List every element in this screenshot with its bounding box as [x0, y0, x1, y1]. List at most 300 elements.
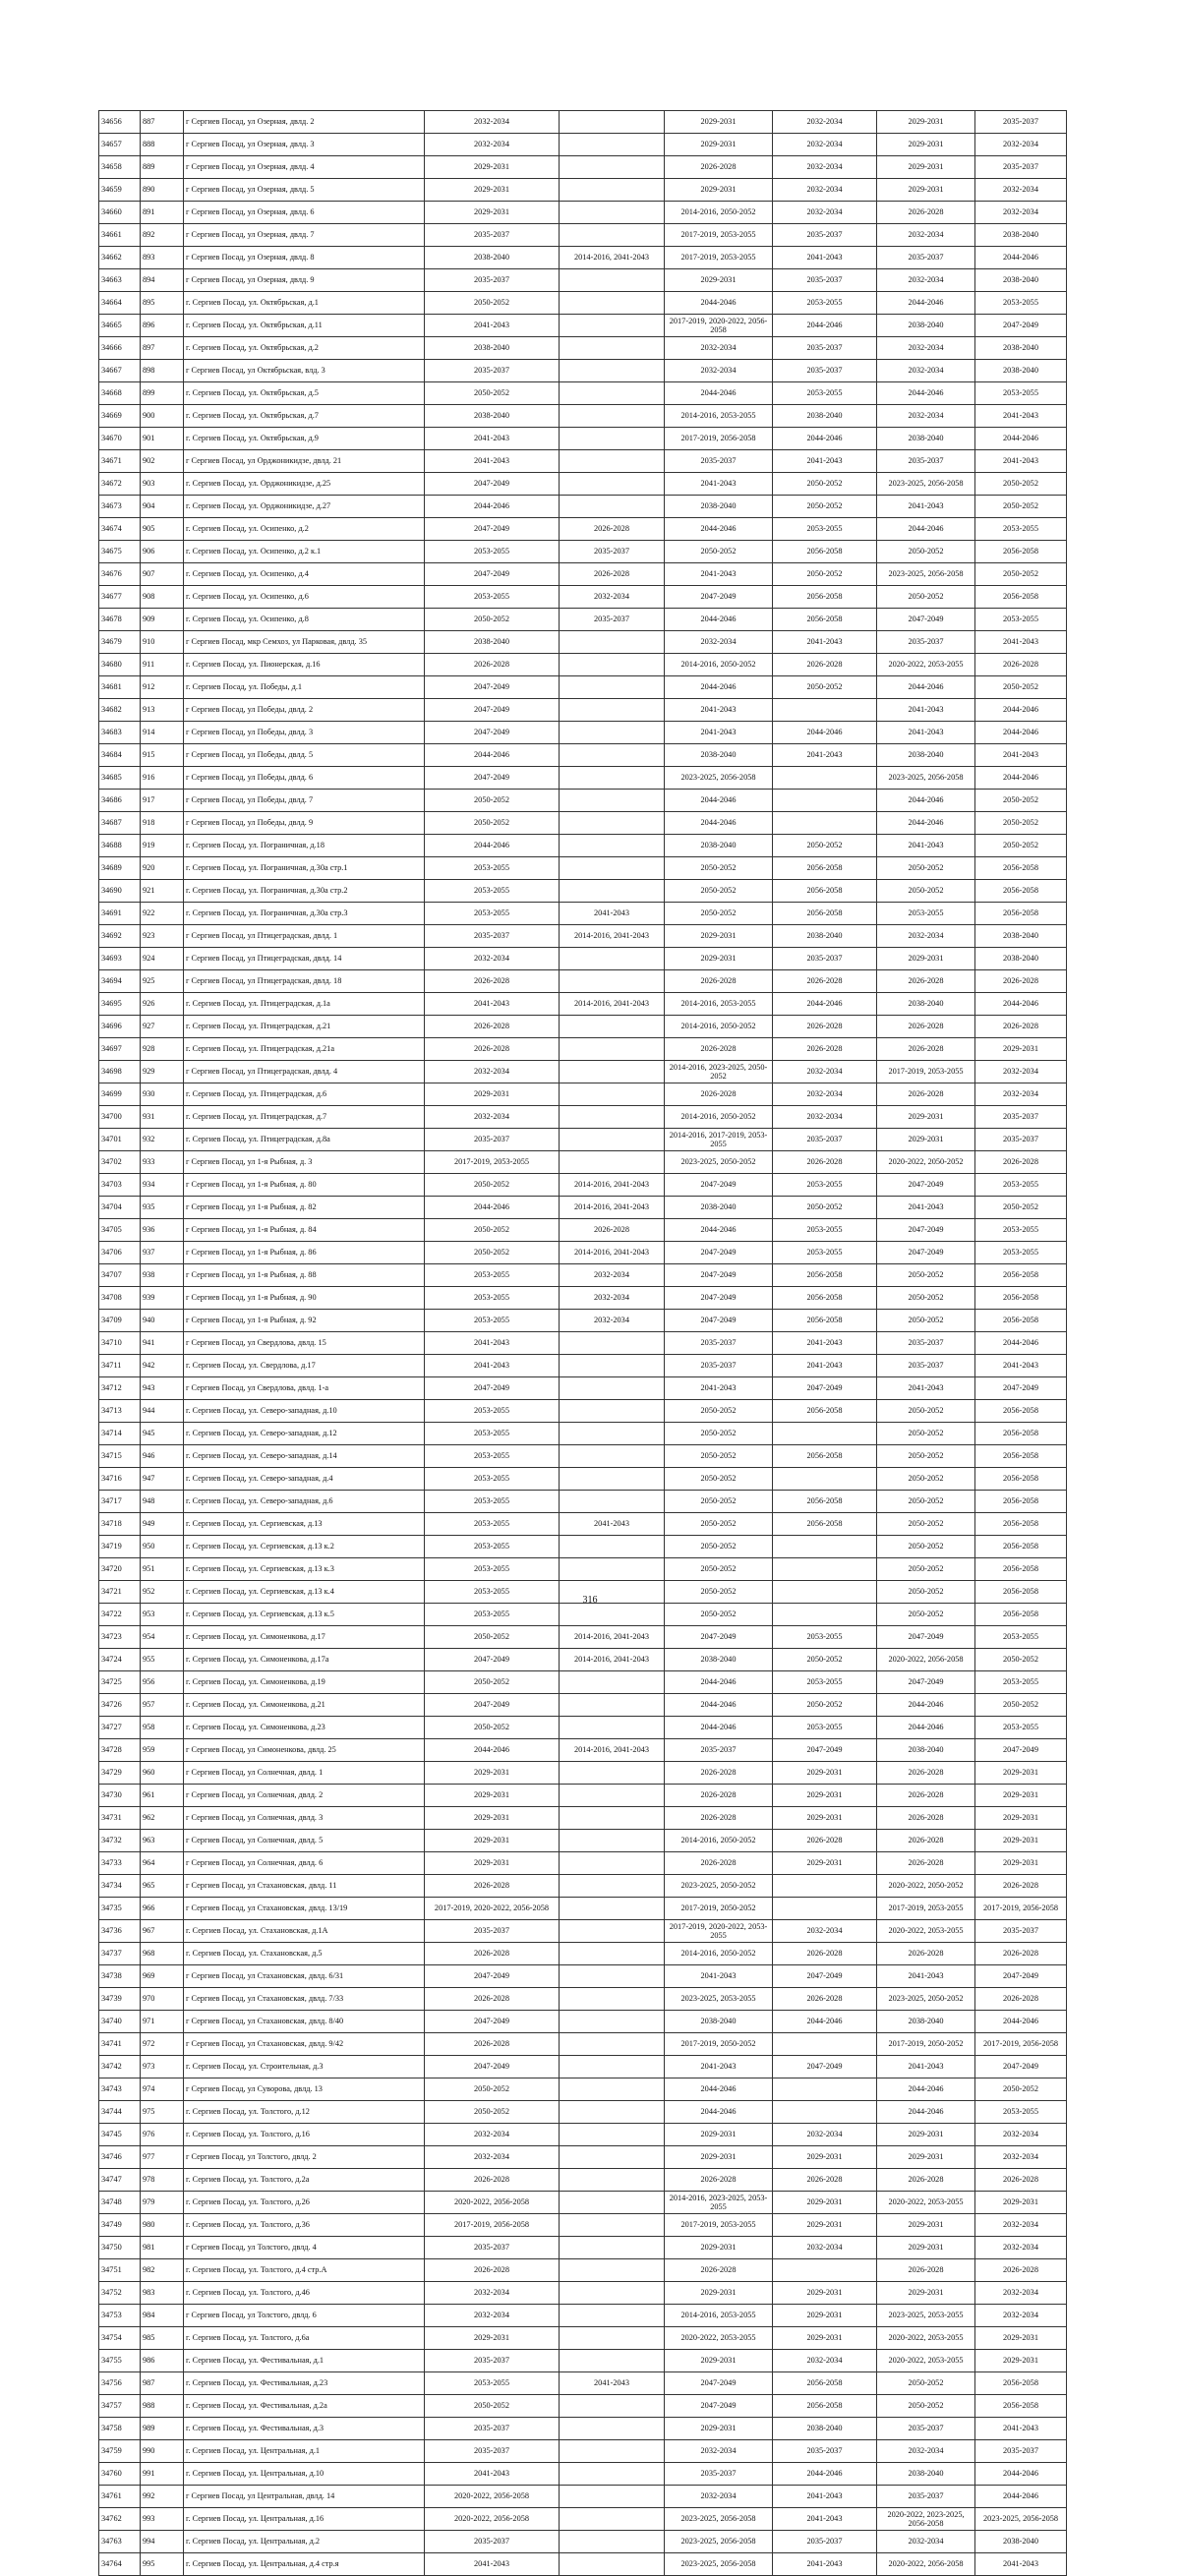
table-cell: 2029-2031	[425, 2327, 560, 2350]
table-cell: 2050-2052	[877, 1445, 975, 1468]
table-cell: г. Сергиев Посад, ул. Центральная, д.2	[184, 2531, 425, 2553]
table-cell	[560, 1558, 665, 1581]
table-cell: 2014-2016, 2041-2043	[560, 1626, 665, 1649]
table-cell: 2050-2052	[773, 473, 877, 496]
table-cell: 2032-2034	[877, 269, 975, 292]
table-cell: 34741	[99, 2033, 141, 2056]
table-cell: 2056-2058	[773, 541, 877, 563]
table-cell: г Сергиев Посад, ул Победы, двлд. 9	[184, 812, 425, 835]
table-cell: 2041-2043	[665, 2056, 773, 2078]
table-cell: 2026-2028	[560, 518, 665, 541]
table-cell: 2047-2049	[665, 1264, 773, 1287]
table-cell: 34688	[99, 835, 141, 857]
table-cell: 2053-2055	[425, 1287, 560, 1310]
table-cell: 34683	[99, 722, 141, 744]
table-cell: 34739	[99, 1988, 141, 2011]
table-cell: 2041-2043	[425, 1332, 560, 1355]
table-cell: 34668	[99, 382, 141, 405]
table-cell: г. Сергиев Посад, ул. Симоненкова, д.19	[184, 1671, 425, 1694]
table-row	[99, 1310, 1067, 1332]
table-cell: 957	[141, 1694, 184, 1717]
table-cell: 34695	[99, 993, 141, 1016]
table-cell: 893	[141, 247, 184, 269]
table-cell: 34762	[99, 2508, 141, 2531]
table-row	[99, 1988, 1067, 2011]
table-cell: 2053-2055	[425, 1264, 560, 1287]
table-cell: 2035-2037	[877, 247, 975, 269]
table-cell: 2047-2049	[877, 1219, 975, 1242]
table-cell: 2047-2049	[665, 586, 773, 609]
table-cell: 2038-2040	[877, 2011, 975, 2033]
table-cell: 34743	[99, 2078, 141, 2101]
table-cell: 34707	[99, 1264, 141, 1287]
table-cell: 2041-2043	[877, 2056, 975, 2078]
table-cell: 928	[141, 1038, 184, 1061]
table-cell: 2050-2052	[877, 1287, 975, 1310]
table-cell: 2020-2022, 2053-2055	[665, 2327, 773, 2350]
table-row	[99, 2395, 1067, 2418]
table-cell: 2044-2046	[975, 428, 1067, 450]
table-cell: 2053-2055	[773, 1717, 877, 1739]
table-row	[99, 2350, 1067, 2372]
table-cell: 2035-2037	[665, 1355, 773, 1377]
table-cell: г. Сергиев Посад, ул. Осипенко, д.6	[184, 586, 425, 609]
table-cell: 34731	[99, 1807, 141, 1830]
table-cell: 2053-2055	[975, 1717, 1067, 1739]
table-cell: 2044-2046	[425, 496, 560, 518]
table-cell: 2050-2052	[425, 1219, 560, 1242]
table-row	[99, 1038, 1067, 1061]
table-cell: г. Сергиев Посад, ул. Октябрьская, д.11	[184, 315, 425, 337]
table-cell: 34719	[99, 1536, 141, 1558]
table-cell: 2053-2055	[425, 1513, 560, 1536]
table-cell: 2053-2055	[425, 2372, 560, 2395]
table-cell	[560, 496, 665, 518]
table-cell: г. Сергиев Посад, ул. Толстого, д.4 стр.А	[184, 2259, 425, 2282]
table-row	[99, 1219, 1067, 1242]
table-cell	[560, 699, 665, 722]
table-cell: 2029-2031	[665, 2350, 773, 2372]
table-row	[99, 2463, 1067, 2486]
table-cell	[560, 2078, 665, 2101]
table-cell: г. Сергиев Посад, ул. Пограничная, д.30а стр.1	[184, 857, 425, 880]
table-row	[99, 903, 1067, 925]
table-cell: 2029-2031	[773, 1807, 877, 1830]
table-cell: г. Сергиев Посад, ул. Орджоникидзе, д.27	[184, 496, 425, 518]
table-cell: 2029-2031	[975, 1762, 1067, 1785]
table-cell: 34684	[99, 744, 141, 767]
table-cell	[560, 1016, 665, 1038]
table-cell: 2047-2049	[665, 1310, 773, 1332]
page-number: 316	[582, 1595, 598, 1606]
table-cell: 34712	[99, 1377, 141, 1400]
table-cell: г. Сергиев Посад, ул. Птицеградская, д.8а	[184, 1129, 425, 1151]
table-cell: 2026-2028	[425, 2169, 560, 2192]
table-cell: 2026-2028	[975, 970, 1067, 993]
table-cell: 900	[141, 405, 184, 428]
table-cell: 2050-2052	[975, 835, 1067, 857]
table-row	[99, 2440, 1067, 2463]
table-cell: 2023-2025, 2056-2058	[877, 767, 975, 790]
table-cell: 2044-2046	[665, 676, 773, 699]
table-cell: 2026-2028	[975, 1016, 1067, 1038]
table-cell	[560, 812, 665, 835]
table-row	[99, 134, 1067, 156]
table-cell: 2044-2046	[425, 1739, 560, 1762]
table-cell: 987	[141, 2372, 184, 2395]
table-cell: 2050-2052	[773, 676, 877, 699]
table-cell: 2044-2046	[975, 993, 1067, 1016]
table-cell: г Сергиев Посад, ул 1-я Рыбная, д. 3	[184, 1151, 425, 1174]
table-cell: 2050-2052	[425, 812, 560, 835]
table-cell: 2035-2037	[425, 2237, 560, 2259]
table-cell: 2035-2037	[773, 337, 877, 360]
table-cell: г Сергиев Посад, ул Птицеградская, двлд. 14	[184, 948, 425, 970]
table-cell	[560, 1061, 665, 1083]
table-cell: 2020-2022, 2050-2052	[877, 1875, 975, 1898]
table-row	[99, 292, 1067, 315]
table-row	[99, 1875, 1067, 1898]
table-cell: 2026-2028	[975, 654, 1067, 676]
table-cell: 2020-2022, 2053-2055	[877, 2350, 975, 2372]
table-cell: 2050-2052	[975, 1649, 1067, 1671]
table-cell	[560, 1604, 665, 1626]
table-cell: 942	[141, 1355, 184, 1377]
table-cell: г. Сергиев Посад, ул. Птицеградская, д.6	[184, 1083, 425, 1106]
table-cell: 2038-2040	[975, 269, 1067, 292]
table-cell	[773, 2033, 877, 2056]
table-cell: 2041-2043	[773, 450, 877, 473]
table-cell: 2020-2022, 2053-2055	[877, 2327, 975, 2350]
table-row	[99, 925, 1067, 948]
table-cell: 34725	[99, 1671, 141, 1694]
table-cell: 2029-2031	[975, 2350, 1067, 2372]
table-cell: 2035-2037	[773, 360, 877, 382]
table-cell: 2026-2028	[877, 1785, 975, 1807]
table-cell: 34674	[99, 518, 141, 541]
table-cell: 924	[141, 948, 184, 970]
table-cell	[560, 2350, 665, 2372]
table-cell: 2050-2052	[665, 1536, 773, 1558]
table-cell: 931	[141, 1106, 184, 1129]
table-cell: 2050-2052	[975, 1694, 1067, 1717]
table-cell: 2023-2025, 2056-2058	[877, 563, 975, 586]
table-cell: 2050-2052	[665, 857, 773, 880]
table-cell	[560, 1355, 665, 1377]
table-row	[99, 857, 1067, 880]
table-cell: 2044-2046	[425, 744, 560, 767]
table-cell: 34656	[99, 111, 141, 134]
table-row	[99, 2033, 1067, 2056]
table-cell: 34700	[99, 1106, 141, 1129]
table-cell: 2035-2037	[773, 224, 877, 247]
table-cell: 2056-2058	[773, 609, 877, 631]
table-row	[99, 1468, 1067, 1491]
table-cell: 934	[141, 1174, 184, 1197]
table-cell	[560, 1920, 665, 1943]
table-row	[99, 1445, 1067, 1468]
table-cell: 904	[141, 496, 184, 518]
table-row	[99, 767, 1067, 790]
table-cell: 34709	[99, 1310, 141, 1332]
table-cell: 2056-2058	[975, 2395, 1067, 2418]
table-cell: 2029-2031	[425, 156, 560, 179]
table-cell: 2035-2037	[425, 2418, 560, 2440]
table-cell: 2029-2031	[877, 1129, 975, 1151]
table-row	[99, 111, 1067, 134]
table-cell: 2044-2046	[877, 1694, 975, 1717]
table-cell: 2032-2034	[560, 1264, 665, 1287]
table-cell: г Сергиев Посад, ул Озерная, двлд. 2	[184, 111, 425, 134]
table-cell: 2032-2034	[425, 2282, 560, 2305]
table-cell: 2044-2046	[877, 1717, 975, 1739]
table-cell: 2026-2028	[560, 563, 665, 586]
table-cell: г Сергиев Посад, ул Победы, двлд. 7	[184, 790, 425, 812]
table-cell: г Сергиев Посад, ул Стахановская, двлд. 9/42	[184, 2033, 425, 2056]
table-cell: 2056-2058	[773, 857, 877, 880]
table-cell: 2050-2052	[877, 1264, 975, 1287]
table-cell: 34720	[99, 1558, 141, 1581]
table-cell: 2050-2052	[665, 903, 773, 925]
table-cell: 2056-2058	[975, 1513, 1067, 1536]
table-cell	[560, 880, 665, 903]
table-cell: 967	[141, 1920, 184, 1943]
table-cell	[560, 382, 665, 405]
table-cell: 34708	[99, 1287, 141, 1310]
table-cell: 2032-2034	[425, 948, 560, 970]
table-cell: 34760	[99, 2463, 141, 2486]
table-cell: 919	[141, 835, 184, 857]
table-cell: 2035-2037	[773, 1129, 877, 1151]
table-cell: 2050-2052	[425, 2395, 560, 2418]
table-cell: г. Сергиев Посад, ул. Толстого, д.36	[184, 2214, 425, 2237]
table-cell: 2026-2028	[665, 156, 773, 179]
table-cell: 2041-2043	[665, 1965, 773, 1988]
table-cell: 2044-2046	[975, 767, 1067, 790]
table-cell	[560, 1377, 665, 1400]
table-row	[99, 2508, 1067, 2531]
table-cell: г Сергиев Посад, ул Победы, двлд. 6	[184, 767, 425, 790]
table-row	[99, 1920, 1067, 1943]
table-cell: 2029-2031	[665, 2282, 773, 2305]
table-row	[99, 563, 1067, 586]
table-row	[99, 2259, 1067, 2282]
table-cell	[773, 1468, 877, 1491]
table-cell: 2050-2052	[975, 473, 1067, 496]
table-cell: 896	[141, 315, 184, 337]
table-cell: 2026-2028	[665, 1083, 773, 1106]
table-cell: 2023-2025, 2053-2055	[665, 1988, 773, 2011]
table-cell: 977	[141, 2146, 184, 2169]
table-row	[99, 1355, 1067, 1377]
table-cell: 34685	[99, 767, 141, 790]
table-cell: 2023-2025, 2056-2058	[665, 767, 773, 790]
table-cell	[560, 405, 665, 428]
table-cell: 34672	[99, 473, 141, 496]
table-row	[99, 790, 1067, 812]
table-cell: 34692	[99, 925, 141, 948]
table-cell: 2029-2031	[425, 1852, 560, 1875]
table-cell: 2014-2016, 2050-2052	[665, 202, 773, 224]
table-cell: 2035-2037	[877, 2418, 975, 2440]
table-cell: 2038-2040	[975, 948, 1067, 970]
table-cell: 930	[141, 1083, 184, 1106]
table-cell	[773, 1898, 877, 1920]
table-row	[99, 2531, 1067, 2553]
table-cell: 903	[141, 473, 184, 496]
table-cell: 34676	[99, 563, 141, 586]
table-row	[99, 2011, 1067, 2033]
table-cell: 2056-2058	[975, 903, 1067, 925]
table-cell: 2044-2046	[665, 1219, 773, 1242]
table-row	[99, 1943, 1067, 1965]
table-cell: 2047-2049	[975, 1965, 1067, 1988]
table-cell: 34657	[99, 134, 141, 156]
table-row	[99, 812, 1067, 835]
table-cell: 2050-2052	[425, 1242, 560, 1264]
table-cell: 2047-2049	[773, 1377, 877, 1400]
table-cell: 2032-2034	[665, 2486, 773, 2508]
table-row	[99, 1852, 1067, 1875]
table-row	[99, 2146, 1067, 2169]
table-cell: 917	[141, 790, 184, 812]
table-cell: 2056-2058	[773, 1513, 877, 1536]
table-cell: 2035-2037	[877, 1332, 975, 1355]
table-row	[99, 1626, 1067, 1649]
table-cell: г. Сергиев Посад, ул. Октябрьская, д.1	[184, 292, 425, 315]
table-cell: 2044-2046	[425, 835, 560, 857]
table-cell: г Сергиев Посад, ул Стахановская, двлд. 6/31	[184, 1965, 425, 1988]
table-row	[99, 835, 1067, 857]
table-cell: 2056-2058	[975, 1536, 1067, 1558]
table-cell: 2050-2052	[425, 1717, 560, 1739]
table-cell: 2041-2043	[773, 1355, 877, 1377]
table-cell	[773, 1558, 877, 1581]
table-cell: г. Сергиев Посад, ул. Толстого, д.26	[184, 2192, 425, 2214]
table-cell: 34706	[99, 1242, 141, 1264]
table-cell: 2053-2055	[425, 1310, 560, 1332]
table-cell: г Сергиев Посад, ул Озерная, двлд. 4	[184, 156, 425, 179]
table-cell: 2041-2043	[773, 1332, 877, 1355]
table-cell: 2032-2034	[877, 224, 975, 247]
table-cell	[560, 1830, 665, 1852]
table-cell	[560, 2463, 665, 2486]
table-cell: 2041-2043	[425, 2463, 560, 2486]
table-cell	[560, 360, 665, 382]
table-cell	[560, 631, 665, 654]
table-cell: г. Сергиев Посад, ул. Сергиевская, д.13	[184, 1513, 425, 1536]
table-row	[99, 970, 1067, 993]
table-cell: 2056-2058	[773, 586, 877, 609]
table-cell: 2041-2043	[877, 699, 975, 722]
table-cell: 2032-2034	[665, 631, 773, 654]
table-row	[99, 1965, 1067, 1988]
table-cell: 2029-2031	[877, 134, 975, 156]
table-cell: 2044-2046	[975, 2463, 1067, 2486]
table-cell: 945	[141, 1423, 184, 1445]
table-cell: 34680	[99, 654, 141, 676]
table-cell: 2035-2037	[975, 1920, 1067, 1943]
table-cell: 2047-2049	[877, 1626, 975, 1649]
table-cell: 2032-2034	[425, 134, 560, 156]
table-cell: 2050-2052	[665, 541, 773, 563]
table-cell: 2023-2025, 2050-2052	[665, 1875, 773, 1898]
table-cell	[560, 1875, 665, 1898]
table-cell	[560, 1671, 665, 1694]
table-row	[99, 1785, 1067, 1807]
table-row	[99, 609, 1067, 631]
table-cell: 2044-2046	[665, 292, 773, 315]
table-cell: 34686	[99, 790, 141, 812]
table-cell: 2029-2031	[975, 1830, 1067, 1852]
table-cell: г. Сергиев Посад, ул. Октябрьская, д.2	[184, 337, 425, 360]
table-cell: 988	[141, 2395, 184, 2418]
table-cell: 2053-2055	[425, 586, 560, 609]
table-cell	[560, 156, 665, 179]
table-cell: 2026-2028	[773, 654, 877, 676]
table-cell: г. Сергиев Посад, ул. Осипенко, д.4	[184, 563, 425, 586]
table-cell: 954	[141, 1626, 184, 1649]
table-cell: 2014-2016, 2023-2025, 2050-2052	[665, 1061, 773, 1083]
table-cell: 2053-2055	[425, 1445, 560, 1468]
table-cell: 2050-2052	[665, 1491, 773, 1513]
table-cell: 2047-2049	[975, 1739, 1067, 1762]
table-cell: 34744	[99, 2101, 141, 2124]
table-cell: 2029-2031	[877, 2214, 975, 2237]
table-cell: г Сергиев Посад, ул Толстого, двлд. 2	[184, 2146, 425, 2169]
table-cell: 979	[141, 2192, 184, 2214]
table-cell: 933	[141, 1151, 184, 1174]
table-cell: 2032-2034	[877, 360, 975, 382]
table-cell: 34758	[99, 2418, 141, 2440]
table-cell: г Сергиев Посад, ул 1-я Рыбная, д. 86	[184, 1242, 425, 1264]
table-cell: 2014-2016, 2041-2043	[560, 1197, 665, 1219]
table-cell: 2023-2025, 2053-2055	[877, 2305, 975, 2327]
table-cell: 2020-2022, 2053-2055	[877, 2192, 975, 2214]
table-cell: г. Сергиев Посад, ул. Орджоникидзе, д.25	[184, 473, 425, 496]
table-cell: г. Сергиев Посад, ул. Северо-западная, д.14	[184, 1445, 425, 1468]
table-cell: 2035-2037	[425, 1920, 560, 1943]
table-row	[99, 156, 1067, 179]
table-cell: 2017-2019, 2050-2052	[877, 2033, 975, 2056]
table-cell: 34736	[99, 1920, 141, 1943]
table-cell: 939	[141, 1287, 184, 1310]
table-cell: 2056-2058	[773, 880, 877, 903]
table-cell: 2044-2046	[773, 2463, 877, 2486]
table-cell: 2044-2046	[665, 518, 773, 541]
table-cell: г. Сергиев Посад, ул. Центральная, д.1	[184, 2440, 425, 2463]
table-cell: г Сергиев Посад, ул 1-я Рыбная, д. 88	[184, 1264, 425, 1287]
table-cell: 2026-2028	[425, 1943, 560, 1965]
table-cell: 2029-2031	[425, 1807, 560, 1830]
table-cell: 2047-2049	[665, 1174, 773, 1197]
table-row	[99, 1106, 1067, 1129]
table-cell: 2044-2046	[665, 1671, 773, 1694]
table-cell	[560, 428, 665, 450]
table-cell: 34757	[99, 2395, 141, 2418]
table-cell: 963	[141, 1830, 184, 1852]
table-cell: 2053-2055	[975, 1242, 1067, 1264]
table-cell: 902	[141, 450, 184, 473]
table-cell: 2035-2037	[773, 948, 877, 970]
table-cell: г Сергиев Посад, ул Солнечная, двлд. 2	[184, 1785, 425, 1807]
table-cell: г Сергиев Посад, мкр Семхоз, ул Парковая, двлд. 35	[184, 631, 425, 654]
table-cell	[560, 224, 665, 247]
table-cell: 2050-2052	[975, 790, 1067, 812]
table-cell: 2026-2028	[877, 202, 975, 224]
table-cell: 2041-2043	[773, 744, 877, 767]
table-cell: 2026-2028	[425, 1016, 560, 1038]
